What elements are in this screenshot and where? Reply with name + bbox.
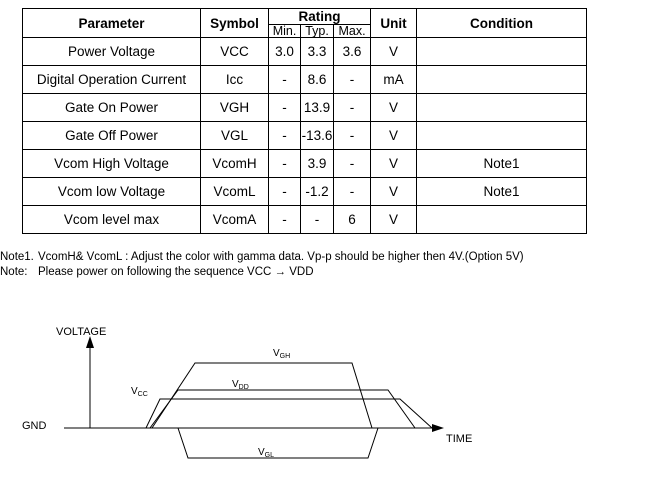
cell-condition: Note1	[417, 178, 587, 206]
time-axis-arrow-icon	[432, 424, 444, 432]
cell-symbol: VGH	[201, 94, 269, 122]
table-row	[23, 206, 587, 234]
note-text: VcomH& VcomL : Adjust the color with gamma data. Vp-p should be higher then 4V.(Option 5V)	[38, 251, 524, 263]
header-typ: Typ.	[301, 25, 334, 38]
vgl-label: $V_{GL}$	[258, 447, 275, 459]
cell-parameter: Vcom low Voltage	[23, 178, 201, 206]
voltage-axis-label: VOLTAGE	[56, 326, 107, 338]
cell-min: -	[269, 94, 301, 122]
cell-parameter: Power Voltage	[23, 38, 201, 66]
cell-parameter: Gate Off Power	[23, 122, 201, 150]
cell-condition	[417, 94, 587, 122]
table-row	[23, 38, 587, 66]
cell-unit: V	[371, 38, 417, 66]
cell-typ: 13.9	[301, 94, 334, 122]
cell-min: 3.0	[269, 38, 301, 66]
header-parameter: Parameter	[23, 9, 201, 38]
cell-unit: V	[371, 150, 417, 178]
cell-min: -	[269, 178, 301, 206]
cell-unit: V	[371, 206, 417, 234]
cell-condition: Note1	[417, 150, 587, 178]
note-label: Note1.	[0, 251, 34, 263]
header-rating: Rating	[269, 9, 371, 25]
cell-symbol: VCC	[201, 38, 269, 66]
note-text: Please power on following the sequence VCC → VDD	[38, 266, 314, 278]
power-sequence-diagram	[0, 310, 666, 478]
cell-min: -	[269, 206, 301, 234]
cell-unit: V	[371, 178, 417, 206]
cell-condition	[417, 66, 587, 94]
vdd-waveform	[150, 390, 415, 428]
gnd-label: GND	[22, 420, 47, 432]
time-axis-label: TIME	[446, 433, 473, 445]
cell-symbol: VcomL	[201, 178, 269, 206]
cell-unit: mA	[371, 66, 417, 94]
cell-parameter: Vcom level max	[23, 206, 201, 234]
cell-min: -	[269, 66, 301, 94]
header-min: Min.	[269, 25, 301, 38]
note-label: Note:	[0, 266, 28, 278]
cell-symbol: Icc	[201, 66, 269, 94]
cell-max: -	[334, 94, 371, 122]
cell-typ: 3.9	[301, 150, 334, 178]
table-row	[23, 178, 587, 206]
cell-symbol: VcomH	[201, 150, 269, 178]
table-row	[23, 150, 587, 178]
cell-parameter: Gate On Power	[23, 94, 201, 122]
cell-parameter: Vcom High Voltage	[23, 150, 201, 178]
vdd-label: $V_{DD}$	[232, 379, 249, 391]
cell-typ: 8.6	[301, 66, 334, 94]
cell-symbol: VGL	[201, 122, 269, 150]
cell-min: -	[269, 150, 301, 178]
vgh-waveform	[152, 363, 372, 428]
cell-symbol: VcomA	[201, 206, 269, 234]
cell-max: -	[334, 122, 371, 150]
vcc-label: $V_{CC}$	[131, 386, 148, 398]
header-symbol: Symbol	[201, 9, 269, 38]
header-condition: Condition	[417, 9, 587, 38]
table-row	[23, 66, 587, 94]
table-row	[23, 94, 587, 122]
cell-max: -	[334, 150, 371, 178]
cell-condition	[417, 38, 587, 66]
cell-parameter: Digital Operation Current	[23, 66, 201, 94]
cell-typ: -13.6	[301, 122, 334, 150]
vgh-label: $V_{GH}$	[273, 348, 291, 360]
vgl-waveform	[178, 428, 378, 458]
cell-max: -	[334, 178, 371, 206]
cell-min: -	[269, 122, 301, 150]
cell-typ: 3.3	[301, 38, 334, 66]
cell-max: 6	[334, 206, 371, 234]
notes-block	[0, 250, 524, 280]
cell-max: -	[334, 66, 371, 94]
cell-unit: V	[371, 94, 417, 122]
table-row	[23, 122, 587, 150]
cell-typ: -1.2	[301, 178, 334, 206]
electrical-spec-table	[22, 8, 587, 234]
note-item	[0, 265, 524, 280]
cell-max: 3.6	[334, 38, 371, 66]
cell-typ: -	[301, 206, 334, 234]
cell-condition	[417, 122, 587, 150]
header-unit: Unit	[371, 9, 417, 38]
cell-condition	[417, 206, 587, 234]
cell-unit: V	[371, 122, 417, 150]
note-item	[0, 250, 524, 265]
header-max: Max.	[334, 25, 371, 38]
vcc-waveform	[146, 399, 432, 428]
